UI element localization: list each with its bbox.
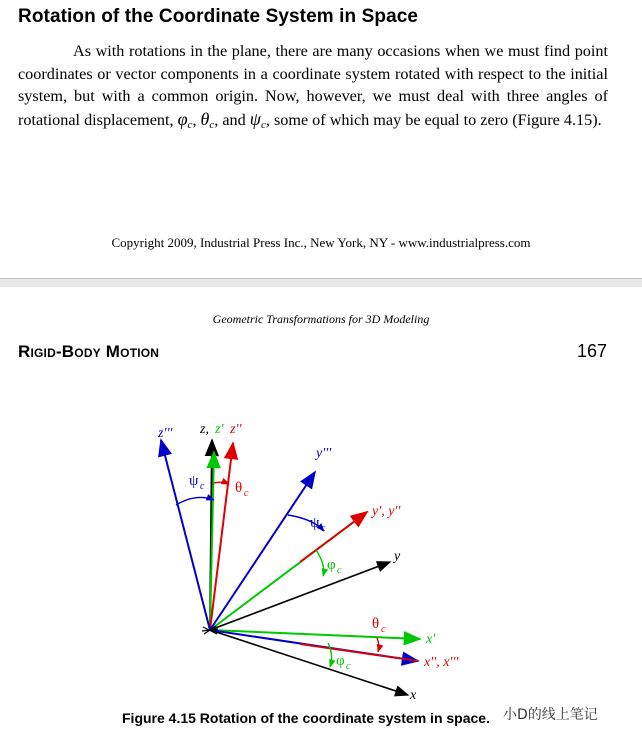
label-z: z, [200,422,209,437]
section-title: Rotation of the Coordinate System in Space [18,6,419,27]
watermark: 小D的线上笔记 [500,704,601,724]
svg-text:ψ: ψ [310,515,320,531]
arc-phi-x [328,643,332,667]
paragraph-text-end: , some of which may be equal to zero (Figure 4.15). [265,110,602,129]
page-top [0,0,642,278]
axis-y [210,562,390,630]
rotation-figure [0,287,642,742]
running-head: Geometric Transformations for 3D Modeling [212,312,430,326]
arc-phi-mid [316,550,324,576]
theta-symbol: θ [200,108,210,129]
axis-z-triple-prime [161,440,210,630]
label-x: x [410,688,417,703]
svg-text:ψ: ψ [189,473,199,489]
phi-symbol: φ [177,108,188,129]
angle-label-theta-x [372,616,386,635]
separator-1: , [192,110,201,129]
label-x-prime: x' [426,632,436,647]
svg-text:φ: φ [327,557,336,573]
arc-psi-top [176,497,214,505]
angle-label-psi-mid [310,515,326,534]
arc-theta-top [214,482,229,484]
label-z-prime: z' [215,422,224,437]
angle-label-phi-x [336,653,351,672]
angle-label-phi-mid [327,557,342,576]
phi-subscript: c [187,118,193,131]
label-y: y [394,549,401,564]
svg-text:c: c [337,565,342,576]
svg-text:φ: φ [336,653,345,669]
angle-label-theta-top [235,480,249,499]
svg-text:c: c [200,481,205,492]
page-separator [0,278,642,287]
label-z-double-prime: z'' [230,422,242,437]
separator-2: , and [214,110,250,129]
copyright-line: Copyright 2009, Industrial Press Inc., New York, NY - www.industrialpress.com [111,235,531,250]
svg-text:c: c [381,624,386,635]
svg-text:c: c [244,488,249,499]
psi-subscript: c [260,118,266,131]
svg-text:c: c [346,661,351,672]
label-y-triple-prime: y''' [316,446,332,461]
svg-text:θ: θ [372,616,380,632]
page-bottom [0,287,642,742]
svg-text:θ: θ [235,480,243,496]
psi-symbol: ψ [249,108,261,129]
page-number: 167 [576,341,607,361]
body-paragraph [18,40,608,136]
paragraph-text-start: As with rotations in the plane, there are many occasions when we must find point coordinates or vector components in a coordinate system rotated with respect to the initial system, but with a common origin. Now, however, we must deal with three angles of rotational displacement, [18,42,608,129]
label-y-prime-double: y', y'' [372,504,401,519]
label-x-double-triple: x'', x''' [424,655,459,670]
section-heading: Rigid-Body Motion [18,342,160,361]
figure-caption: Figure 4.15 Rotation of the coordinate system in space. [122,710,490,726]
axis-x-red-overlay [300,644,418,661]
theta-subscript: c [209,118,215,131]
label-z-triple-prime: z''' [158,426,173,441]
angle-label-psi-top [189,473,205,492]
svg-text:c: c [321,523,326,534]
arc-theta-x [377,638,379,652]
